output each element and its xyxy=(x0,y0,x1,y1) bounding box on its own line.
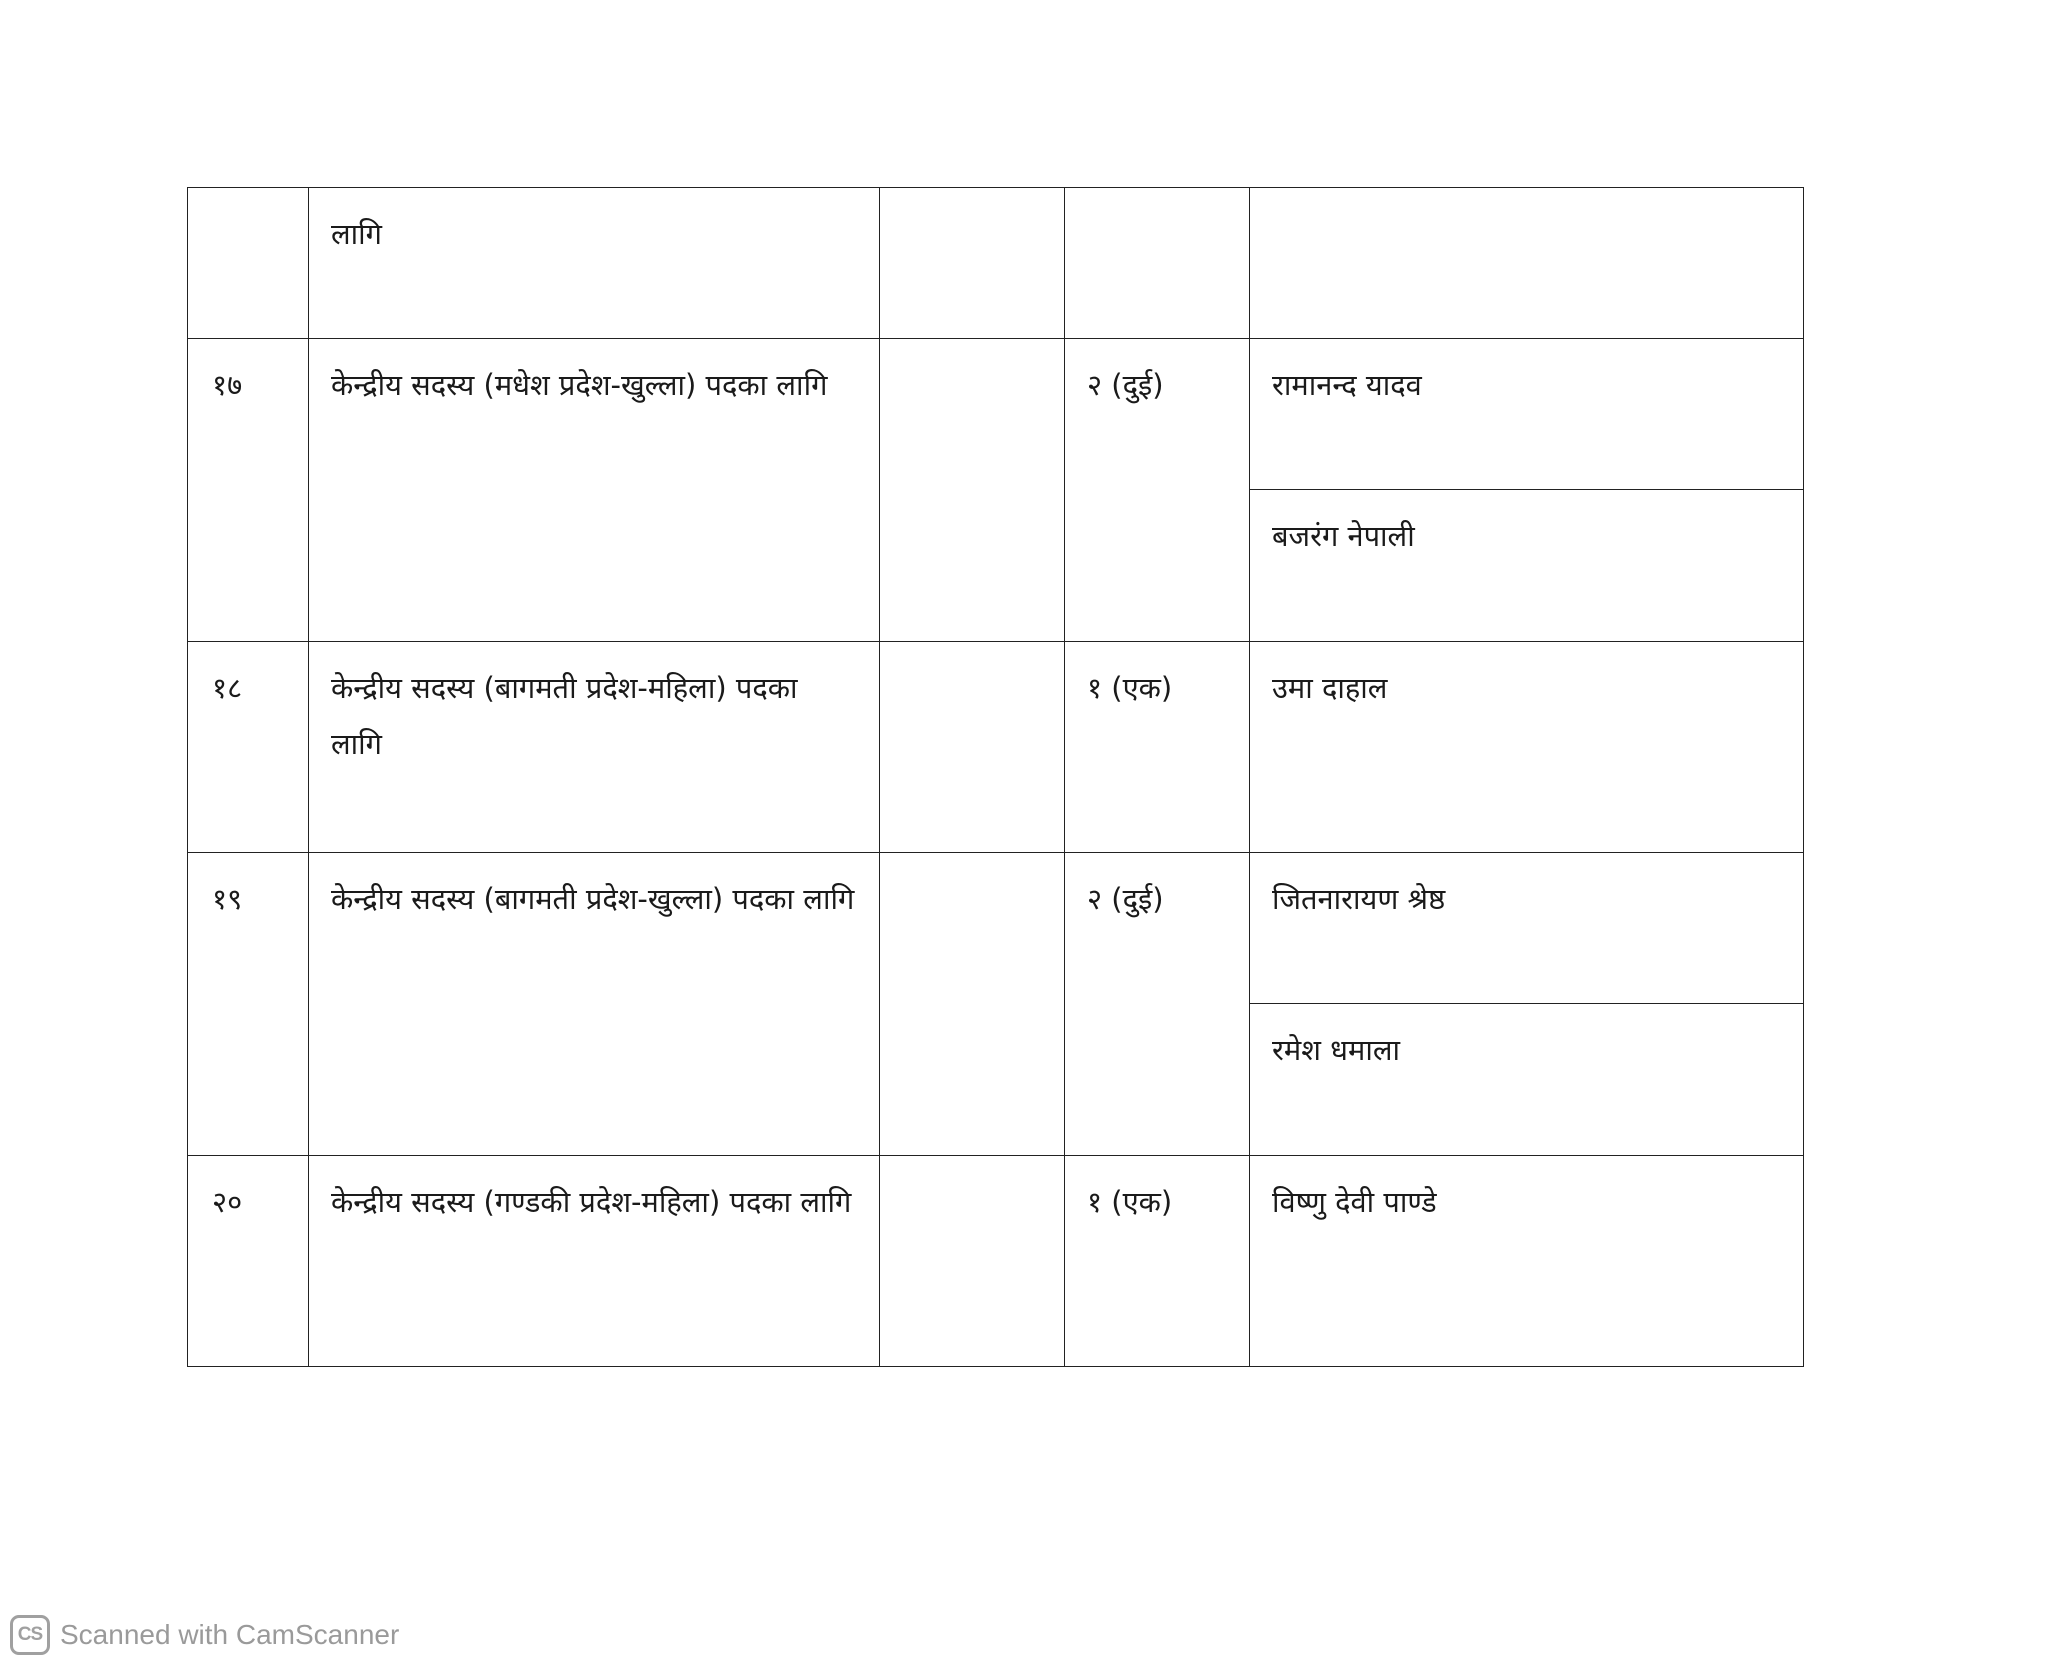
post-title-cell xyxy=(309,339,880,642)
candidate-name-cell-text: उमा दाहाल xyxy=(1272,671,1388,705)
serial-number-cell xyxy=(188,339,309,642)
blank-cell xyxy=(880,1156,1065,1367)
camscanner-logo-icon: CS xyxy=(10,1615,50,1655)
blank-cell xyxy=(880,188,1065,339)
serial-number-cell xyxy=(188,853,309,1156)
seat-count-cell-text: २ (दुई) xyxy=(1087,368,1164,402)
candidate-name-cell xyxy=(1250,1156,1804,1367)
blank-cell xyxy=(880,339,1065,642)
blank-cell xyxy=(880,853,1065,1156)
post-title-cell-text: केन्द्रीय सदस्य (बागमती प्रदेश-महिला) पदका लागि xyxy=(331,671,798,761)
candidate-name-cell xyxy=(1250,490,1804,642)
seat-count-cell-text: २ (दुई) xyxy=(1087,882,1164,916)
table-row xyxy=(188,188,1804,339)
post-title-cell xyxy=(309,188,880,339)
table-row xyxy=(188,1156,1804,1367)
candidate-name-cell xyxy=(1250,188,1804,339)
post-title-cell-text: केन्द्रीय सदस्य (गण्डकी प्रदेश-महिला) पदका लागि xyxy=(331,1185,852,1219)
nomination-table xyxy=(187,187,1804,1367)
seat-count-cell-text: १ (एक) xyxy=(1087,1185,1173,1219)
serial-number-cell xyxy=(188,642,309,853)
post-title-cell-text: केन्द्रीय सदस्य (मधेश प्रदेश-खुल्ला) पदका लागि xyxy=(331,368,828,402)
camscanner-watermark xyxy=(10,1612,399,1658)
table-row xyxy=(188,339,1804,490)
serial-number-cell-text: १९ xyxy=(212,882,243,916)
table-row xyxy=(188,642,1804,853)
candidate-name-cell xyxy=(1250,1004,1804,1156)
serial-number-cell xyxy=(188,1156,309,1367)
candidate-name-cell xyxy=(1250,339,1804,490)
seat-count-cell xyxy=(1065,853,1250,1156)
candidate-name-cell-text xyxy=(1250,188,1803,206)
serial-number-cell xyxy=(188,188,309,339)
table-body xyxy=(188,188,1804,1367)
table-row xyxy=(188,853,1804,1004)
post-title-cell xyxy=(309,853,880,1156)
candidate-name-cell-text: विष्णु देवी पाण्डे xyxy=(1272,1185,1437,1219)
watermark-text: Scanned with CamScanner xyxy=(60,1619,400,1650)
post-title-cell-text: लागि xyxy=(331,217,383,251)
candidate-name-cell-text: बजरंग नेपाली xyxy=(1272,519,1415,553)
post-title-cell-text: केन्द्रीय सदस्य (बागमती प्रदेश-खुल्ला) पदका लागि xyxy=(331,882,855,916)
seat-count-cell-text: १ (एक) xyxy=(1087,671,1173,705)
seat-count-cell xyxy=(1065,188,1250,339)
candidate-name-cell-text: रमेश धमाला xyxy=(1272,1033,1401,1067)
serial-number-cell-text: १८ xyxy=(212,671,243,705)
seat-count-cell xyxy=(1065,642,1250,853)
post-title-cell xyxy=(309,642,880,853)
serial-number-cell-text xyxy=(188,188,308,206)
candidate-name-cell-text: जितनारायण श्रेष्ठ xyxy=(1272,882,1446,916)
seat-count-cell-text xyxy=(1065,188,1249,206)
candidate-name-cell xyxy=(1250,642,1804,853)
post-title-cell xyxy=(309,1156,880,1367)
serial-number-cell-text: १७ xyxy=(212,368,243,402)
blank-cell xyxy=(880,642,1065,853)
seat-count-cell xyxy=(1065,339,1250,642)
candidate-name-cell xyxy=(1250,853,1804,1004)
seat-count-cell xyxy=(1065,1156,1250,1367)
candidate-name-cell-text: रामानन्द यादव xyxy=(1272,368,1422,402)
serial-number-cell-text: २० xyxy=(212,1185,243,1219)
